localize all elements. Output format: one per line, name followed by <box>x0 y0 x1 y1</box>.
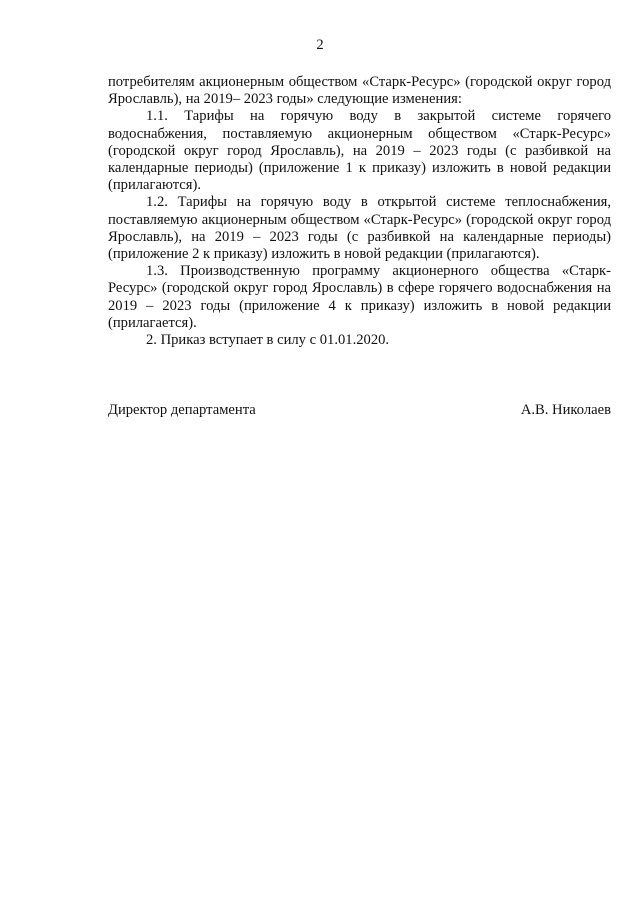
document-body <box>108 74 611 349</box>
paragraph-1-2: 1.2. Тарифы на горячую воду в открытой системе теплоснабжения, поставляемую акционерным обществом «Старк-Ресурс» (городской округ город Ярославль), на 2019 – 2023 годы (с разбивкой на календарные периоды) (приложение 2 к приказу) изложить в новой редакции (прилагаются). <box>108 194 611 263</box>
paragraph-1-1: 1.1. Тарифы на горячую воду в закрытой системе горячего водоснабжения, поставляемую акционерным обществом «Старк-Ресурс» (городской округ город Ярославль), на 2019 – 2023 годы (с разбивкой на календарные периоды) (приложение 1 к приказу) изложить в новой редакции (прилагаются). <box>108 108 611 194</box>
signatory-name: А.В. Николаев <box>520 402 611 418</box>
paragraph-intro-continuation: потребителям акционерным обществом «Старк-Ресурс» (городской округ город Ярославль), на 2019– 2023 годы» следующие изменения: <box>108 74 611 108</box>
page-number: 2 <box>316 37 324 53</box>
signatory-title: Директор департамента <box>108 402 256 418</box>
paragraph-1-3: 1.3. Производственную программу акционерного общества «Старк-Ресурс» (городской округ город Ярославль) в сфере горячего водоснабжения на 2019 – 2023 годы (приложение 4 к приказу) изложить в новой редакции (прилагается). <box>108 263 611 331</box>
signature-block <box>108 402 611 420</box>
paragraph-2: 2. Приказ вступает в силу с 01.01.2020. <box>146 332 390 349</box>
